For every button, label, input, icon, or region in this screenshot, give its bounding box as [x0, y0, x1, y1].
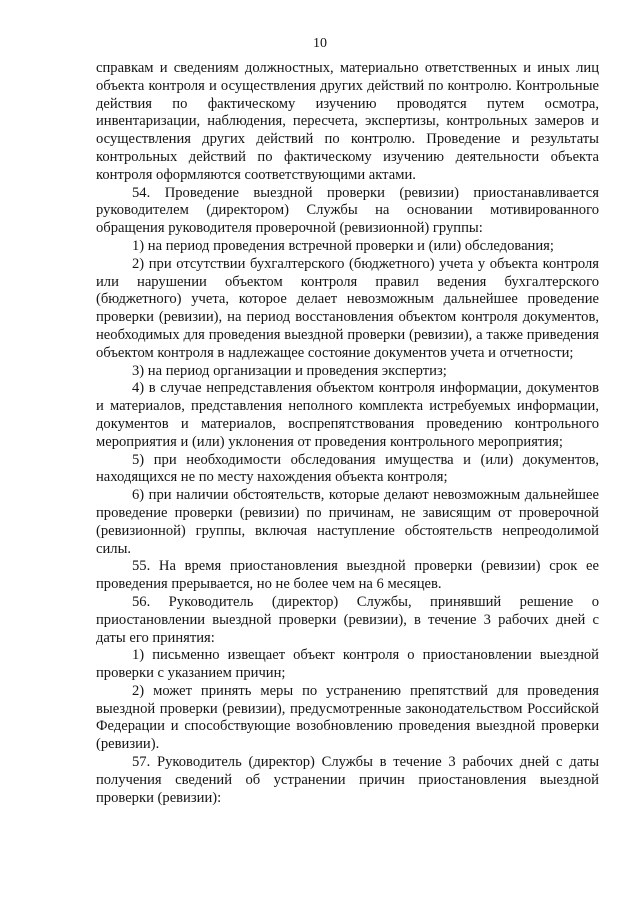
paragraph: 3) на период организации и проведения экспертиз; [132, 362, 447, 379]
paragraph: 1) письменно извещает объект контроля о приостановлении выездной проверки с указанием причин; [96, 647, 599, 682]
paragraph: 57. Руководитель (директор) Службы в течение 3 рабочих дней с даты получения сведений об устранении причин приостановления выездной проверки (ревизии): [96, 754, 599, 806]
paragraph: 5) при необходимости обследования имущества и (или) документов, находящихся не по месту нахождения объекта контроля; [96, 451, 599, 486]
page-number: 10 [313, 36, 327, 51]
paragraph: 2) может принять меры по устранению препятствий для проведения выездной проверки (ревизии), предусмотренные законодательством Российской Федерации и способствующие возобновлению проведения выездной проверки (ревизии). [96, 682, 599, 753]
paragraph: 54. Проведение выездной проверки (ревизии) приостанавливается руководителем (директором) Службы на основании мотивированного обращения руководителя проверочной (ревизионной) группы: [96, 184, 599, 237]
paragraph: справкам и сведениям должностных, материально ответственных и иных лиц объекта контроля и осуществления других действий по контролю. Контрольные действия по фактическому изучению проводятся путем осмотра, инвентаризации, наблюдения, пересчета, экспертизы, контрольных замеров и осуществления других действий по контролю. Проведение и результаты контрольных действий по фактическому изучению деятельности объекта контроля оформляются соответствующими актами. [96, 60, 599, 183]
paragraph: 56. Руководитель (директор) Службы, принявший решение о приостановлении выездной проверки (ревизии), в течение 3 рабочих дней с даты его принятия: [96, 593, 599, 646]
paragraph: 6) при наличии обстоятельств, которые делают невозможным дальнейшее проведение проверки (ревизии) по причинам, не зависящим от проверочной (ревизионной) группы, включая наступление обстоятельств непреодолимой силы. [96, 487, 599, 557]
paragraph: 4) в случае непредставления объектом контроля информации, документов и материалов, представления неполного комплекта истребуемых информации, документов и материалов, воспрепятствования проведению контрольного мероприятия и (или) уклонения от проведения контрольного мероприятия; [96, 380, 599, 450]
paragraph: 2) при отсутствии бухгалтерского (бюджетного) учета у объекта контроля или нарушении объектом контроля правил ведения бухгалтерского (бюджетного) учета, которое делает невозможным дальнейшее проведение проверки (ревизии), на период восстановления объектом контроля документов, необходимых для проведения выездной проверки (ревизии), а также приведения объектом контроля в надлежащее состояние документов учета и отчетности; [96, 255, 599, 361]
paragraph: 55. На время приостановления выездной проверки (ревизии) срок ее проведения прерывается, но не более чем на 6 месяцев. [96, 558, 599, 593]
document-body [96, 60, 599, 807]
paragraph: 1) на период проведения встречной проверки и (или) обследования; [132, 237, 554, 254]
